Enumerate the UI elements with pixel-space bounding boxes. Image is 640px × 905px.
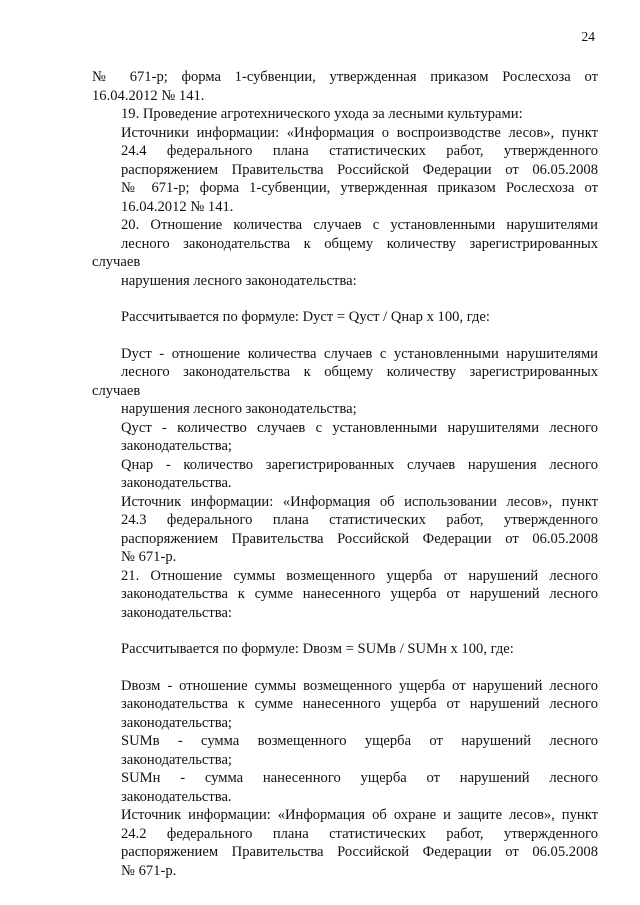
paragraph [92,567,598,623]
text-line: Рассчитывается по формуле: Dуст = Qуст / Qнар х 100, где: [121,309,490,325]
text-line: Qуст - количество случаев с установленными нарушителями лесного [121,419,598,436]
text-line: распоряжением Правительства Российской Федерации от 06.05.2008 [121,530,598,547]
text-line: законодательства. [121,788,232,805]
text-line: SUMв - сумма возмещенного ущерба от нарушений лесного [121,733,598,749]
text-line: № 671-р. [121,549,177,565]
text-line: 24.3 федерального плана статистических работ, утвержденного [121,512,598,528]
text-line: законодательства; [121,751,232,768]
paragraph [92,216,598,290]
text-line: законодательства к сумме нанесенного ущерба от нарушений лесного [121,696,598,712]
text-line: 20. Отношение количества случаев с установленными нарушителями [121,217,598,233]
paragraph [92,419,598,456]
text-line: Источники информации: «Информация о воспроизводстве лесов», пункт [121,124,598,141]
blank-line [92,290,598,308]
text-line: 24.2 федерального плана статистических работ, утвержденного [121,825,598,842]
paragraph [92,640,598,659]
text-line: № 671-р. [121,862,177,879]
text-line: распоряжением Правительства Российской Федерации от 06.05.2008 [121,161,598,178]
text-line: Dуст - отношение количества случаев с установленными нарушителями [121,345,598,362]
blank-line [92,659,598,677]
text-line: законодательства. [121,475,232,491]
text-line: 16.04.2012 № 141. [121,198,234,215]
text-line: № 671-р; форма 1-субвенции, утвержденная приказом Рослесхоза от [92,69,598,85]
text-line: лесного законодательства к общему количеству зарегистрированных случаев [92,235,598,270]
blank-line [92,622,598,640]
text-line: Dвозм - отношение суммы возмещенного ущерба от нарушений лесного [121,677,598,694]
paragraph [92,456,598,493]
text-line: 19. Проведение агротехнического ухода за лесными культурами: [121,106,523,122]
text-line: законодательства; [121,438,232,454]
paragraph [92,677,598,733]
text-line: нарушения лесного законодательства; [121,401,357,417]
paragraph [92,493,598,567]
text-line: законодательства к сумме нанесенного ущерба от нарушений лесного [121,586,598,602]
paragraph [92,732,598,769]
text-line: SUMн - сумма нанесенного ущерба от нарушений лесного [121,770,598,786]
text-line: № 671-р; форма 1-субвенции, утвержденная приказом Рослесхоза от [121,180,598,196]
text-line: Источник информации: «Информация об использовании лесов», пункт [121,493,598,510]
page-number: 24 [581,29,595,44]
paragraph [92,105,598,124]
text-line: лесного законодательства к общему количеству зарегистрированных случаев [92,364,598,399]
paragraph [92,345,598,419]
text-line: распоряжением Правительства Российской Федерации от 06.05.2008 [121,844,598,860]
paragraph [92,68,598,105]
text-line: Qнар - количество зарегистрированных случаев нарушения лесного [121,456,598,473]
text-line: 24.4 федерального плана статистических работ, утвержденного [121,143,598,159]
paragraph [92,806,598,880]
paragraph [92,124,598,217]
paragraph [92,308,598,327]
document-body [92,68,598,880]
text-line: законодательства; [121,714,232,731]
blank-line [92,327,598,345]
text-line: Рассчитывается по формуле: Dвозм = SUMв / SUMн х 100, где: [121,641,514,657]
paragraph [92,769,598,806]
text-line: Источник информации: «Информация об охране и защите лесов», пункт [121,807,598,823]
text-line: законодательства: [121,604,232,621]
text-line: 16.04.2012 № 141. [92,87,205,104]
text-line: нарушения лесного законодательства: [121,272,357,289]
text-line: 21. Отношение суммы возмещенного ущерба от нарушений лесного [121,567,598,584]
